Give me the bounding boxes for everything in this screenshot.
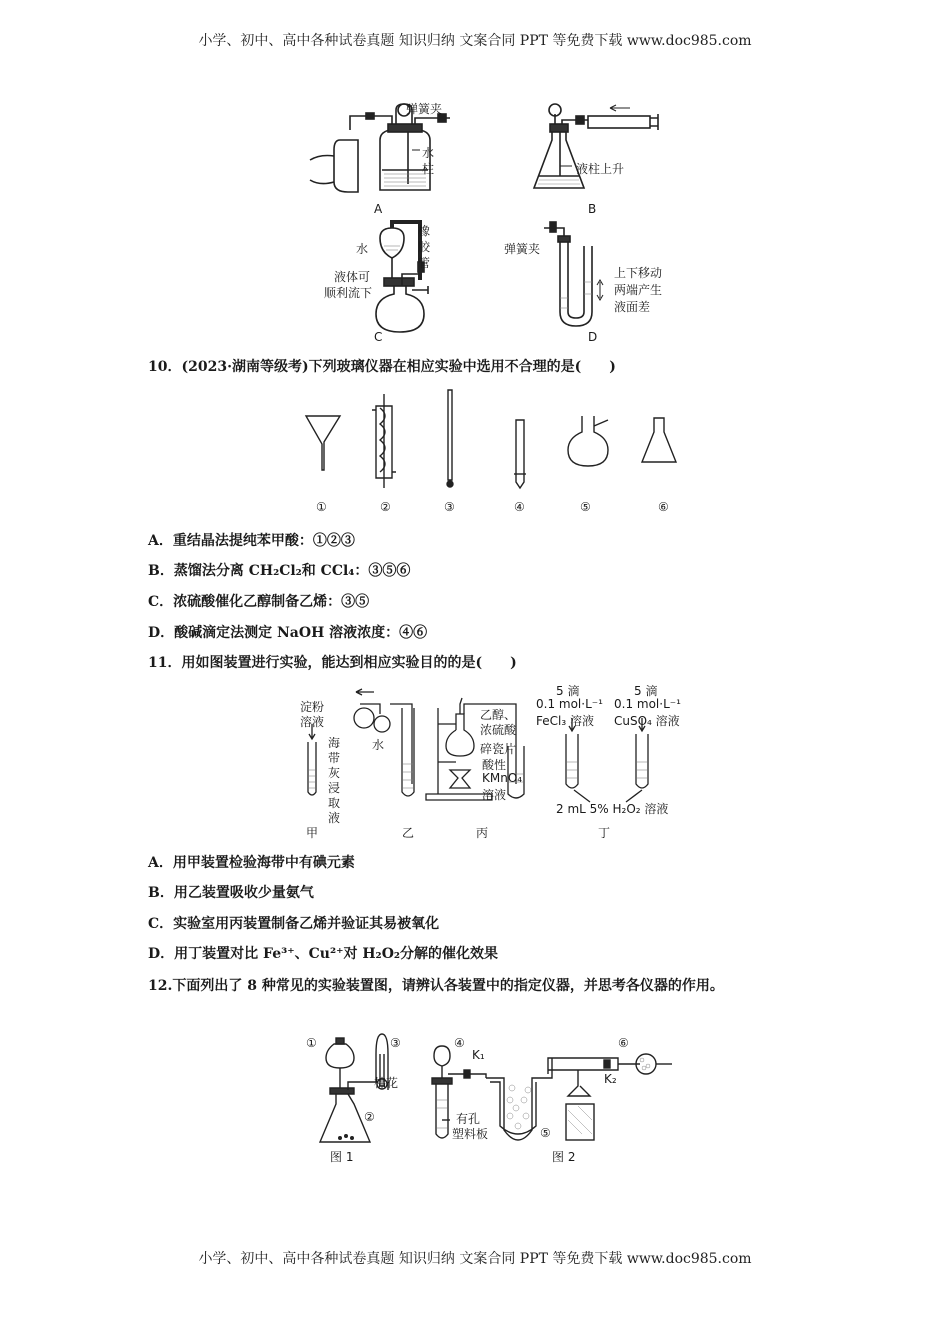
label-c-water: 水	[356, 242, 369, 256]
q10-label-1: ①	[316, 500, 327, 514]
q12-label-6: ⑥	[618, 1036, 629, 1050]
q11-bing-kmno4-3: 溶液	[482, 788, 507, 802]
q12-label-plate-2: 塑料板	[452, 1127, 489, 1141]
q11-ding-cuso4-2: 0.1 mol·L⁻¹	[614, 697, 681, 711]
label-d-note-3: 液面差	[614, 300, 651, 314]
label-d-note-1: 上下移动	[614, 266, 663, 280]
q11-ding-h2o2: 2 mL 5% H₂O₂ 溶液	[556, 802, 669, 816]
q12-label-k1: K₁	[472, 1048, 485, 1062]
apparatus-a-drawing	[300, 100, 500, 200]
q12-label-k2: K₂	[604, 1072, 617, 1086]
q11-caption-ding: 丁	[598, 826, 611, 840]
label-c-rubber-1: 橡	[418, 224, 431, 238]
label-a-water-column-1: 水	[422, 146, 435, 160]
q11-caption-yi: 乙	[402, 826, 415, 840]
q10-label-6: ⑥	[658, 500, 669, 514]
question-10-stem: 10．(2023·湖南等级考)下列玻璃仪器在相应实验中选用不合理的是( )	[148, 359, 616, 375]
q12-label-4: ④	[454, 1036, 465, 1050]
question-12-stem: 12.下面列出了 8 种常见的实验装置图，请辨认各装置中的指定仪器，并思考各仪器的作用。	[148, 978, 724, 994]
q11-bing-kmno4-1: 酸性	[482, 758, 507, 772]
q11-ding-fecl3-3: FeCl₃ 溶液	[536, 714, 594, 728]
page-footer: 小学、初中、高中各种试卷真题 知识归纳 文案合同 PPT 等免费下载 www.doc985.com	[198, 1251, 752, 1267]
q12-label-plate-1: 有孔	[456, 1112, 481, 1126]
q10-option-b: B．蒸馏法分离 CH₂Cl₂和 CCl₄：③⑤⑥	[148, 563, 411, 579]
q11-jia-kelp-2: 带	[328, 751, 341, 765]
apparatus-b-drawing	[530, 100, 670, 200]
q12-label-3: ③	[390, 1036, 401, 1050]
label-c-flow-2: 顺利流下	[324, 286, 373, 300]
q11-ding-fecl3-1: 5 滴	[556, 684, 580, 698]
q10-label-4: ④	[514, 500, 525, 514]
label-c-flow-1: 液体可	[334, 270, 371, 284]
q11-bing-reagent-2: 浓硫酸	[480, 723, 517, 737]
caption-b: B	[588, 202, 597, 216]
q11-caption-bing: 丙	[476, 826, 489, 840]
page-header: 小学、初中、高中各种试卷真题 知识归纳 文案合同 PPT 等免费下载 www.doc985.com	[198, 33, 752, 49]
label-b-liquid-rise: 液柱上升	[576, 162, 625, 176]
q12-label-cotton: 棉花	[374, 1076, 399, 1090]
q11-option-a: A．用甲装置检验海带中有碘元素	[148, 855, 355, 871]
q11-jia-kelp-6: 液	[328, 811, 341, 825]
q11-ding-cuso4-1: 5 滴	[634, 684, 658, 698]
q11-bing-kmno4-2: KMnO₄	[482, 771, 523, 785]
q11-bing-chips: 碎瓷片	[480, 742, 517, 756]
caption-d: D	[588, 330, 598, 344]
label-c-rubber-2: 胶	[418, 240, 431, 254]
q10-label-5: ⑤	[580, 500, 591, 514]
q11-jia-kelp-1: 海	[328, 736, 341, 750]
label-a-water-column-2: 柱	[422, 162, 435, 176]
q11-option-b: B．用乙装置吸收少量氨气	[148, 885, 314, 901]
q10-option-d: D．酸碱滴定法测定 NaOH 溶液浓度：④⑥	[148, 625, 428, 641]
label-d-spring-clip: 弹簧夹	[504, 242, 541, 256]
q11-ding-cuso4-3: CuSO₄ 溶液	[614, 714, 680, 728]
q11-caption-jia: 甲	[306, 826, 319, 840]
question-11-stem: 11．用如图装置进行实验，能达到相应实验目的的是( )	[148, 655, 517, 671]
q11-jia-kelp-4: 浸	[328, 781, 341, 795]
q10-option-a: A．重结晶法提纯苯甲酸：①②③	[148, 533, 355, 549]
label-c-rubber-3: 管	[418, 256, 431, 270]
q10-option-c: C．浓硫酸催化乙醇制备乙烯：③⑤	[148, 594, 370, 610]
q12-label-1: ①	[306, 1036, 317, 1050]
label-d-note-2: 两端产生	[614, 283, 663, 297]
q11-option-c: C．实验室用丙装置制备乙烯并验证其易被氧化	[148, 916, 440, 932]
q11-jia-starch-2: 溶液	[300, 715, 325, 729]
q10-label-2: ②	[380, 500, 391, 514]
q11-jia-starch-1: 淀粉	[300, 700, 325, 714]
caption-a: A	[374, 202, 383, 216]
q11-jia-kelp-3: 灰	[328, 766, 341, 780]
caption-c: C	[374, 330, 383, 344]
q12-label-5: ⑤	[540, 1126, 551, 1140]
label-a-spring-clip: 弹簧夹	[406, 102, 443, 116]
q11-option-d: D．用丁装置对比 Fe³⁺、Cu²⁺对 H₂O₂分解的催化效果	[148, 946, 499, 962]
apparatus-d-drawing	[540, 222, 620, 332]
q11-ding-fecl3-2: 0.1 mol·L⁻¹	[536, 697, 603, 711]
q12-caption-fig1: 图 1	[330, 1150, 354, 1164]
q12-caption-fig2: 图 2	[552, 1150, 576, 1164]
q11-bing-reagent-1: 乙醇、	[480, 708, 517, 722]
q10-glassware-drawing	[296, 388, 696, 498]
q11-jia-kelp-5: 取	[328, 796, 341, 810]
q12-label-2: ②	[364, 1110, 375, 1124]
q11-yi-water: 水	[372, 738, 385, 752]
q10-label-3: ③	[444, 500, 455, 514]
